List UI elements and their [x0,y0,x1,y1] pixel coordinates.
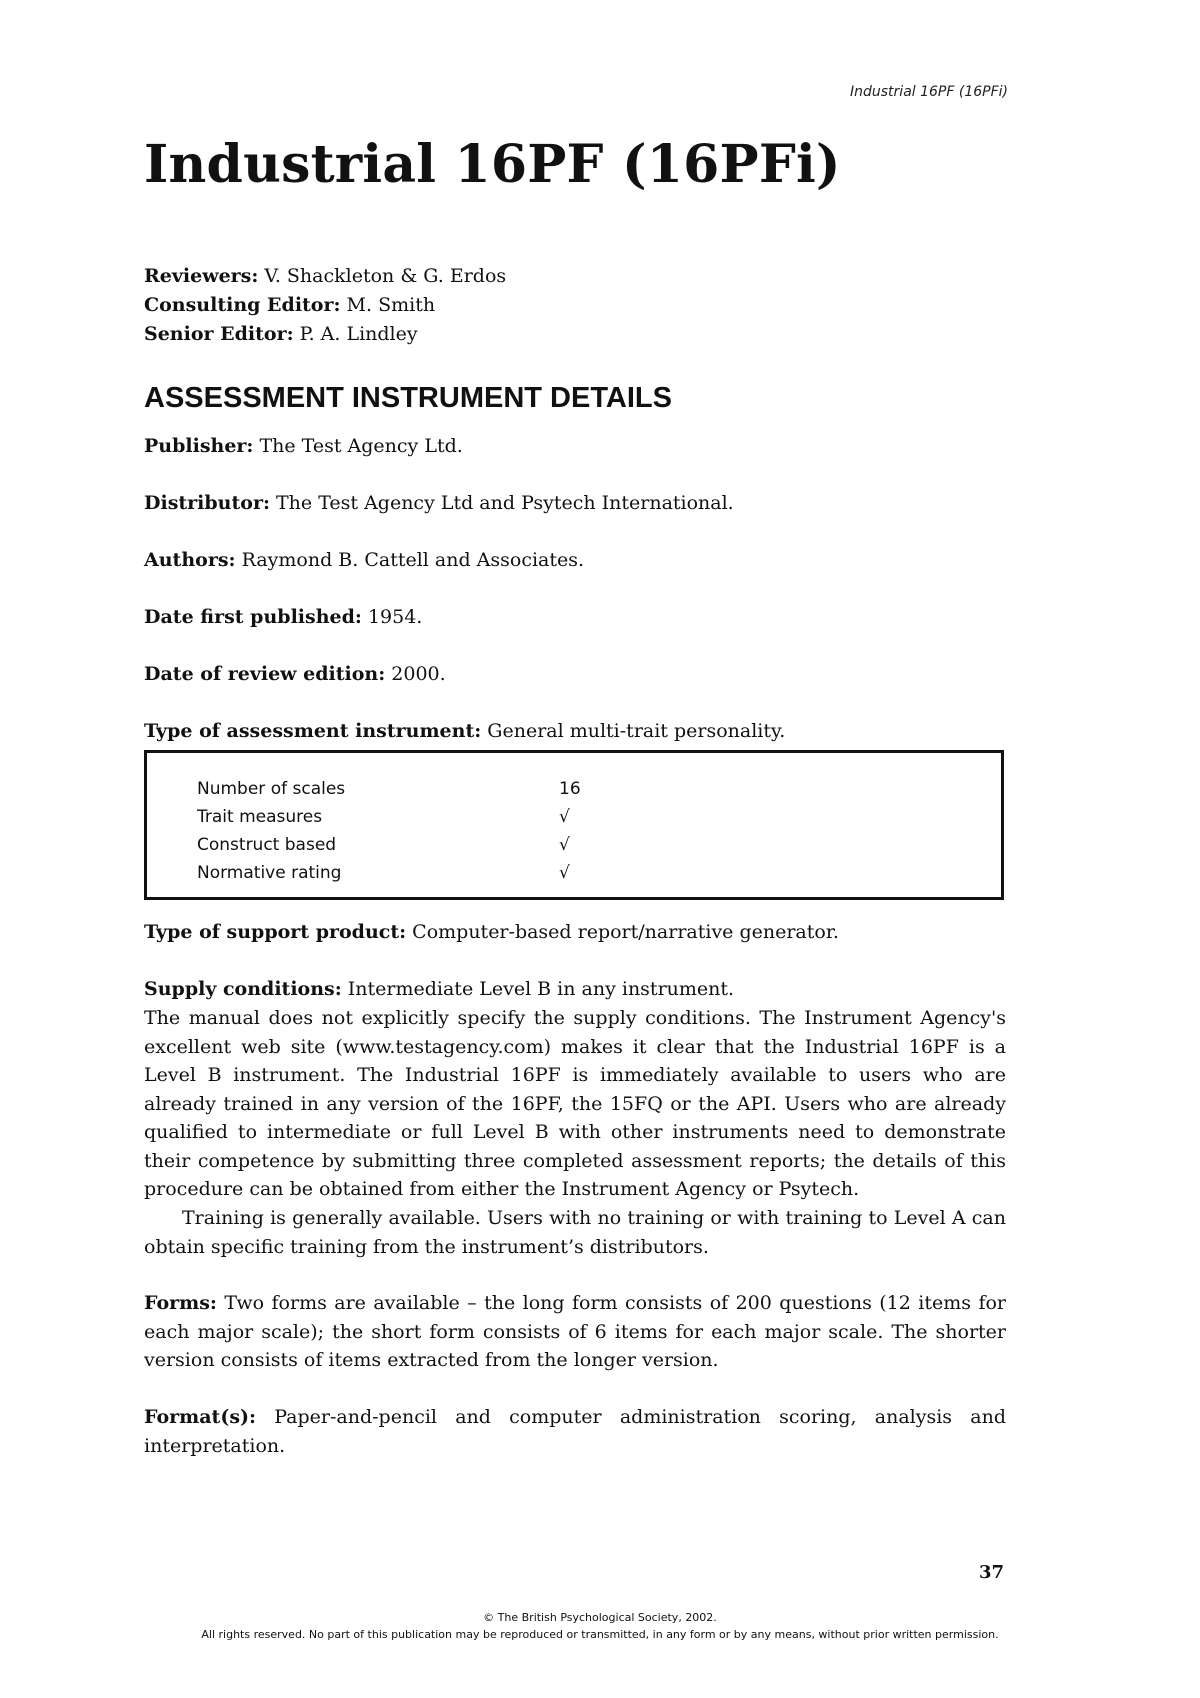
page-title: Industrial 16PF (16PFi) [144,134,841,195]
formats-value: Paper-and-pencil and computer administration scoring, analysis and interpretation. [144,1406,1006,1457]
reviewers-line [144,262,506,291]
supply-conditions-field [144,975,734,1004]
consulting-editor-value: M. Smith [340,294,436,316]
details-value: 16 [559,779,581,799]
date-review-edition-value: 2000. [385,663,446,685]
formats-paragraph [144,1403,1006,1460]
details-label: Number of scales [197,779,346,799]
publisher-value: The Test Agency Ltd. [253,435,463,457]
forms-paragraph [144,1289,1006,1375]
check-mark: √ [559,807,570,827]
page-number: 37 [978,1562,1004,1583]
forms-label: Forms: [144,1292,217,1314]
distributor-label: Distributor: [144,492,270,514]
date-review-edition-field [144,660,446,689]
section-heading: ASSESSMENT INSTRUMENT DETAILS [144,382,672,414]
forms-value: Two forms are available – the long form consists of 200 questions (12 items for each major scale); the short form consists of 6 items for each major scale. The shorter version consists of items extracted from the longer version. [144,1292,1006,1371]
credits-block [144,262,506,349]
type-support-field [144,918,839,947]
details-row-normative [197,863,570,883]
date-first-published-label: Date first published: [144,606,362,628]
distributor-field [144,489,734,518]
type-instrument-value: General multi-trait personality. [481,720,786,742]
type-support-label: Type of support product: [144,921,407,943]
type-instrument-field [144,717,785,746]
supply-conditions-label: Supply conditions: [144,978,342,1000]
type-support-value: Computer-based report/narrative generator. [406,921,839,943]
consulting-editor-label: Consulting Editor: [144,294,341,316]
running-head: Industrial 16PF (16PFi) [850,84,1008,100]
senior-editor-label: Senior Editor: [144,323,294,345]
details-label: Trait measures [197,807,323,827]
copyright-notice: © The British Psychological Society, 2002. [483,1611,717,1624]
publisher-label: Publisher: [144,435,254,457]
type-instrument-label: Type of assessment instrument: [144,720,482,742]
formats-label: Format(s): [144,1406,257,1428]
rights-notice: All rights reserved. No part of this publication may be reproduced or transmitted, in any form or by any means, without prior written permission. [201,1628,999,1641]
date-review-edition-label: Date of review edition: [144,663,386,685]
senior-editor-value: P. A. Lindley [293,323,418,345]
training-paragraph: Training is generally available. Users with no training or with training to Level A can obtain specific training from the instrument’s distributors. [144,1207,1006,1258]
details-row-scales [197,779,581,799]
reviewers-label: Reviewers: [144,265,259,287]
details-row-construct [197,835,570,855]
check-mark: √ [559,863,570,883]
date-first-published-value: 1954. [361,606,423,628]
details-label: Normative rating [197,863,342,883]
authors-value: Raymond B. Cattell and Associates. [235,549,585,571]
date-first-published-field [144,603,422,632]
authors-field [144,546,584,575]
instrument-details-table [144,750,1004,900]
details-label: Construct based [197,835,337,855]
check-mark: √ [559,835,570,855]
authors-label: Authors: [144,549,236,571]
senior-editor-line [144,320,506,349]
reviewers-value: V. Shackleton & G. Erdos [258,265,507,287]
details-row-trait [197,807,570,827]
publisher-field [144,432,463,461]
consulting-editor-line [144,291,506,320]
supply-conditions-value: Intermediate Level B in any instrument. [341,978,735,1000]
supply-paragraph: The manual does not explicitly specify the supply conditions. The Instrument Agency's excellent web site (www.testagency.com) makes it clear that the Industrial 16PF is a Level B instrument. The Industrial 16PF is immediately available to users who are already trained in any version of the 16PF, the 15FQ or the API. Users who are already qualified to intermediate or full Level B with other instruments need to demonstrate their competence by submitting three completed assessment reports; the details of this procedure can be obtained from either the Instrument Agency or Psytech. [144,1007,1006,1200]
distributor-value: The Test Agency Ltd and Psytech International. [269,492,734,514]
